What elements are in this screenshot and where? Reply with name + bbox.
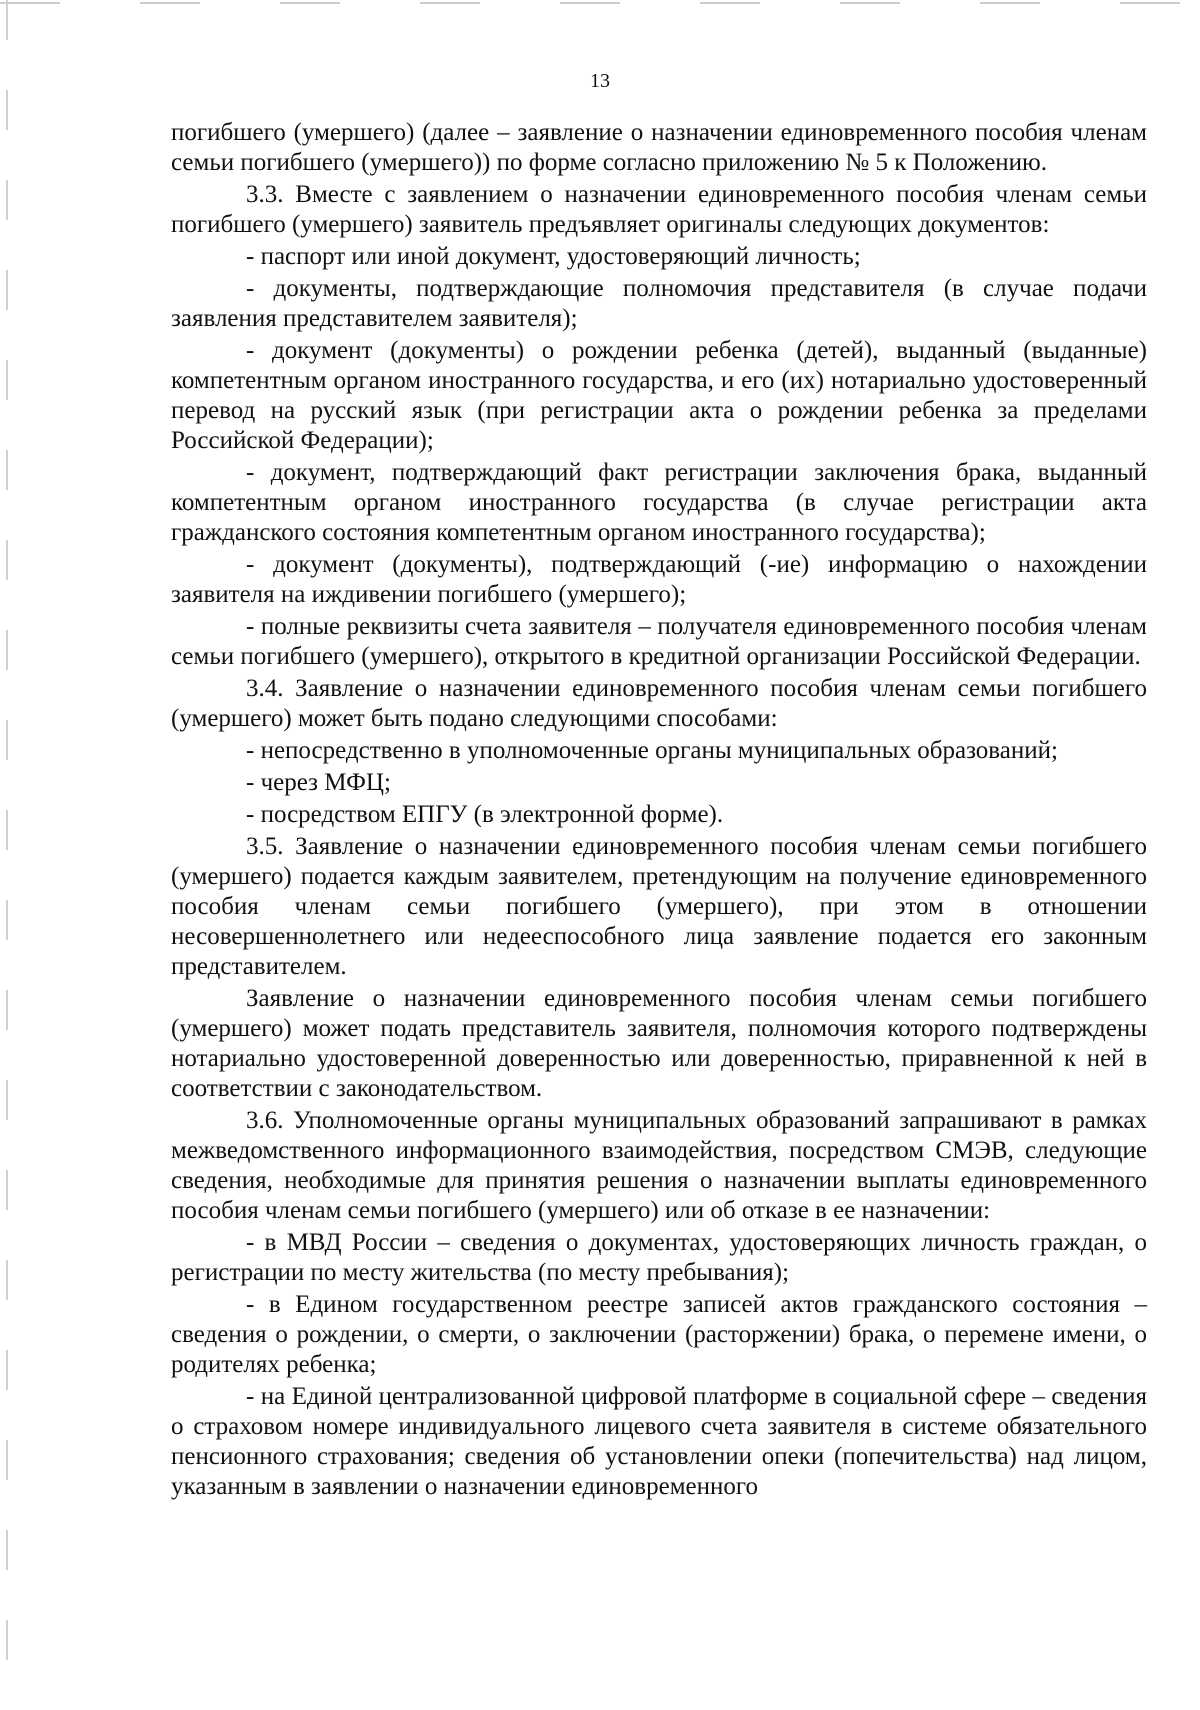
list-item-digital-platform: - на Единой централизованной цифровой платформе в социальной сфере – сведения о страховом номере индивидуального лицевого счета заявителя в системе обязательного пенсионного страхования; сведения об установлении опеки (попечительства) над лицом, указанным в заявлении о назначении единовременного [171, 1383, 1147, 1500]
list-item-dependency-doc: - документ (документы), подтверждающий (-ие) информацию о нахождении заявителя на иждивении погибшего (умершего); [171, 551, 1147, 608]
paragraph-3-5: 3.5. Заявление о назначении единовременного пособия членам семьи погибшего (умершего) подается каждым заявителем, претендующим на получение единовременного пособия членам семьи погибшего (умершего), при этом в отношении несовершеннолетнего или недееспособного лица заявление подается его законным представителем. [171, 833, 1147, 980]
list-item-epgu: - посредством ЕПГУ (в электронной форме). [246, 801, 724, 828]
paragraph-3-3: 3.3. Вместе с заявлением о назначении единовременного пособия членам семьи погибшего (умершего) заявитель предъявляет оригиналы следующих документов: [171, 181, 1147, 238]
list-item-representative-docs: - документы, подтверждающие полномочия представителя (в случае подачи заявления представителем заявителя); [171, 275, 1147, 332]
document-body [171, 118, 1147, 1504]
scan-edge-top [0, 2, 1200, 4]
paragraph-representative: Заявление о назначении единовременного пособия членам семьи погибшего (умершего) может подать представитель заявителя, полномочия которого подтверждены нотариально удостоверенной доверенностью или доверенностью, приравненной к ней в соответствии с законодательством. [171, 985, 1147, 1102]
paragraph-3-6: 3.6. Уполномоченные органы муниципальных образований запрашивают в рамках межведомственного информационного взаимодействия, посредством СМЭВ, следующие сведения, необходимые для принятия решения о назначении выплаты единовременного пособия членам семьи погибшего (умершего) или об отказе в ее назначении: [171, 1107, 1147, 1224]
paragraph-continuation: погибшего (умершего) (далее – заявление о назначении единовременного пособия членам семьи погибшего (умершего)) по форме согласно приложению № 5 к Положению. [171, 119, 1147, 176]
scan-edge-left [6, 0, 8, 1710]
list-item-birth-docs: - документ (документы) о рождении ребенка (детей), выданный (выданные) компетентным органом иностранного государства, и его (их) нотариально удостоверенный перевод на русский язык (при регистрации акта о рождении ребенка за пределами Российской Федерации); [171, 337, 1147, 454]
list-item-marriage-doc: - документ, подтверждающий факт регистрации заключения брака, выданный компетентным органом иностранного государства (в случае регистрации акта гражданского состояния компетентным органом иностранного государства); [171, 459, 1147, 546]
list-item-mfc: - через МФЦ; [246, 769, 391, 796]
list-item-mvd: - в МВД России – сведения о документах, удостоверяющих личность граждан, о регистрации по месту жительства (по месту пребывания); [171, 1229, 1147, 1286]
list-item-civil-registry: - в Едином государственном реестре записей актов гражданского состояния – сведения о рождении, о смерти, о заключении (расторжении) брака, о перемене имени, о родителях ребенка; [171, 1291, 1147, 1378]
list-item-direct: - непосредственно в уполномоченные органы муниципальных образований; [246, 737, 1058, 764]
list-item-passport: - паспорт или иной документ, удостоверяющий личность; [246, 243, 861, 270]
page-number: 13 [590, 70, 610, 92]
list-item-bank-details: - полные реквизиты счета заявителя – получателя единовременного пособия членам семьи погибшего (умершего), открытого в кредитной организации Российской Федерации. [171, 613, 1147, 670]
paragraph-3-4: 3.4. Заявление о назначении единовременного пособия членам семьи погибшего (умершего) может быть подано следующими способами: [171, 675, 1147, 732]
